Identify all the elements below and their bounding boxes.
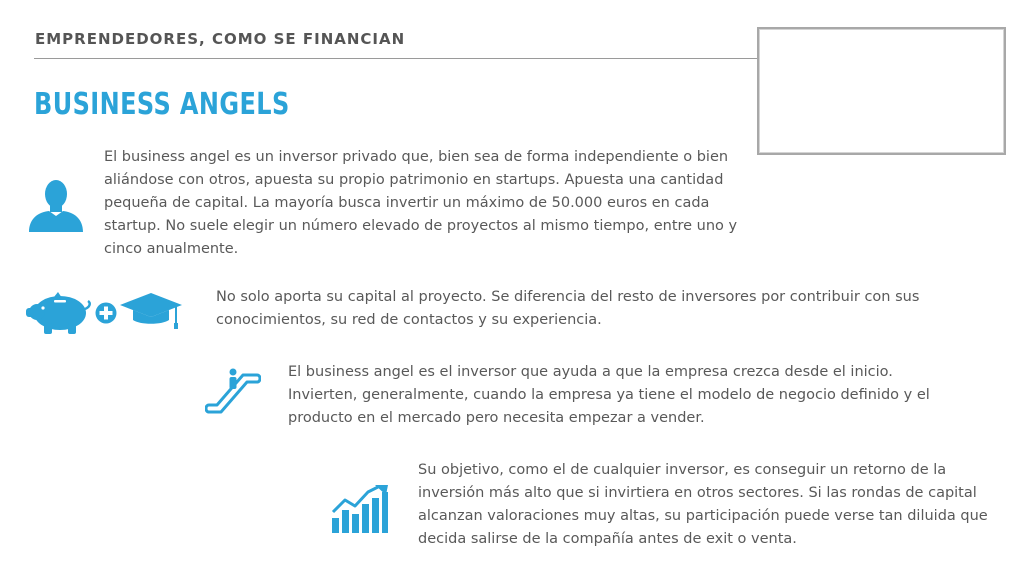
plus-circle-icon <box>95 302 117 324</box>
image-placeholder-frame <box>757 27 1006 155</box>
paragraph-contribution: No solo aporta su capital al proyecto. Se diferencia del resto de inversores por contribuir con sus conocimientos, su red de contactos y su experiencia. <box>216 289 920 328</box>
paragraph-timing: El business angel es el inversor que ayuda a que la empresa crezca desde el inicio. Invierten, generalmente, cuando la empresa ya tiene el modelo de negocio definido y el producto en el mercado pero necesita empezar a vender. <box>288 364 930 426</box>
paragraph-objective: Su objetivo, como el de cualquier inversor, es conseguir un retorno de la inversión más alto que si invirtiera en otros sectores. Si las rondas de capital alcanzan valoraciones muy altas, su participación puede verse tan diluida que decida salirse de la compañía antes de exit o venta. <box>418 462 988 547</box>
escalator-icon <box>205 368 261 418</box>
piggy-bank-icon <box>24 291 94 335</box>
paragraph-definition: El business angel es un inversor privado que, bien sea de forma independiente o bien aliándose con otros, apuesta su propio patrimonio en startups. Apuesta una cantidad pequeña de capital. La mayoría busca invertir un máximo de 50.000 euros en cada startup. No suele elegir un número elevado de proyectos al mismo tiempo, entre uno y cinco anualmente. <box>104 149 738 257</box>
header-divider <box>34 58 758 59</box>
growth-chart-icon <box>330 484 390 534</box>
section-header: EMPRENDEDORES, COMO SE FINANCIAN <box>35 30 406 48</box>
person-silhouette-icon <box>27 178 85 232</box>
slide-title: BUSINESS ANGELS <box>34 87 290 122</box>
graduation-cap-icon <box>118 291 184 329</box>
